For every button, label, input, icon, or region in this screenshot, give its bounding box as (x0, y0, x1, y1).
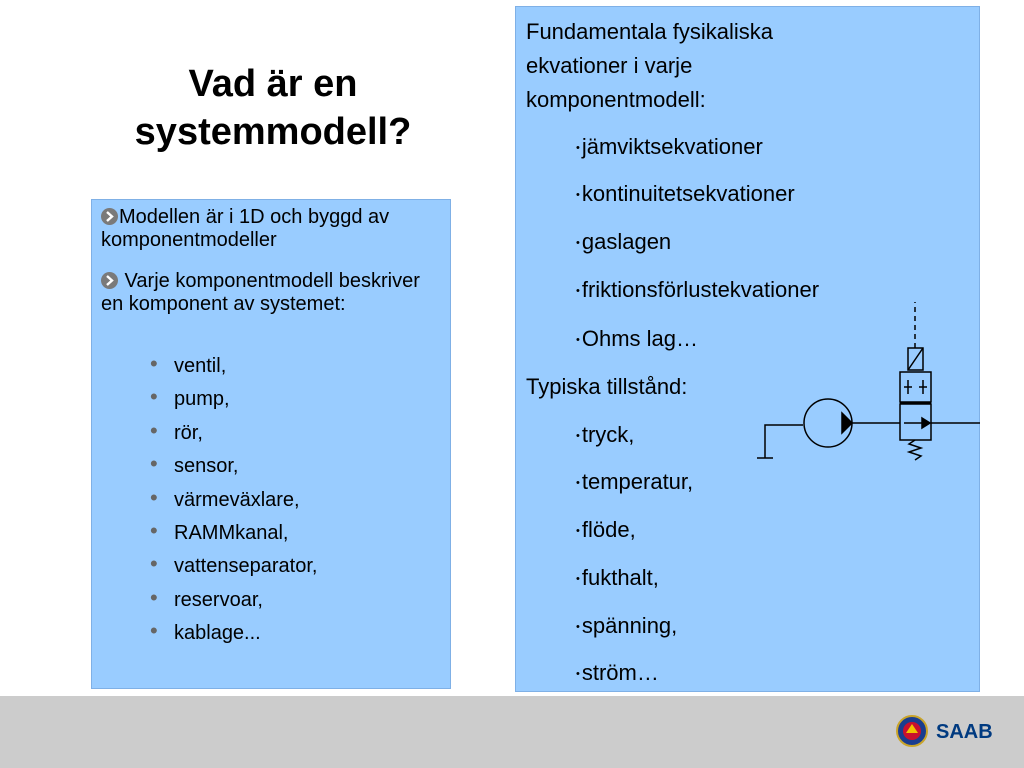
equation-item: •friktionsförlustekvationer (576, 277, 820, 302)
saab-logo-text: SAAB (936, 721, 993, 743)
list-item: • reservoar, (150, 584, 263, 611)
equations-intro: Fundamentala fysikaliska ekvationer i varje komponentmodell: (526, 19, 774, 112)
state-item: •fukthalt, (576, 565, 659, 590)
list-item: • kablage... (150, 618, 261, 645)
slide-title: Vad är en systemmodell? (134, 63, 412, 153)
state-item: •ström… (576, 660, 659, 685)
list-item: • sensor, (150, 451, 239, 478)
left-paragraph-1-text: Modellen är i 1D och byggd av komponentmodeller (101, 206, 390, 251)
left-paragraph-2-text: Varje komponentmodell beskriver en komponent av systemet: (101, 270, 420, 315)
list-item: • vattenseparator, (150, 551, 318, 578)
states-heading: Typiska tillstånd: (526, 374, 688, 399)
equation-item: •kontinuitetsekvationer (576, 181, 795, 206)
equation-item: •gaslagen (576, 229, 672, 254)
state-item: •spänning, (576, 613, 678, 638)
equation-item: •Ohms lag… (576, 326, 699, 351)
equation-item: •jämviktsekvationer (576, 134, 763, 159)
list-item: • rör, (150, 417, 203, 444)
state-item: •temperatur, (576, 469, 694, 494)
state-item: •tryck, (576, 422, 635, 447)
list-item: • värmeväxlare, (150, 484, 300, 511)
list-item: • pump, (150, 384, 230, 411)
list-item: • ventil, (150, 351, 227, 377)
list-item: • RAMMkanal, (150, 517, 289, 544)
state-item: •flöde, (576, 517, 636, 542)
